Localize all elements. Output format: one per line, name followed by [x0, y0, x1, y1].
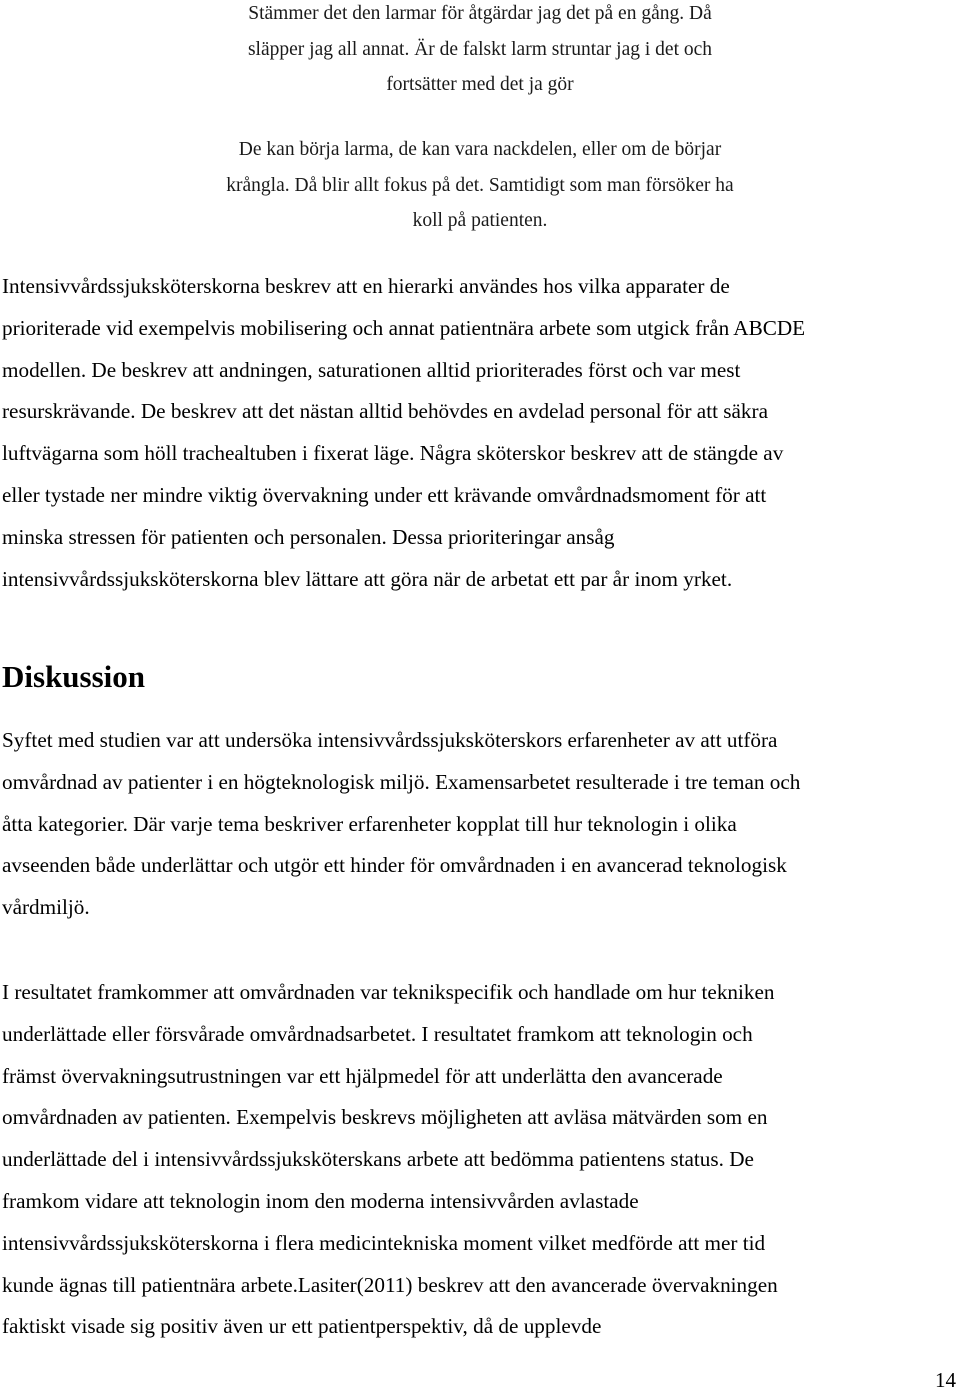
- paragraph-line: resurskrävande. De beskrev att det nästan alltid behövdes en avdelad personal för att säkra: [2, 399, 768, 424]
- quote-line: släpper jag all annat. Är de falskt larm struntar jag i det och: [247, 38, 713, 60]
- paragraph-line: avseenden både underlättar och utgör ett hinder för omvårdnaden i en avancerad teknologisk: [2, 853, 787, 878]
- quote-line: koll på patienten.: [412, 210, 548, 232]
- paragraph-line: framkom vidare att teknologin inom den moderna intensivvården avlastade: [2, 1188, 639, 1213]
- paragraph-line: åtta kategorier. Där varje tema beskriver erfarenheter kopplat till hur teknologin i olika: [2, 811, 737, 836]
- paragraph-line: omvårdnad av patienter i en högteknologisk miljö. Examensarbetet resulterade i tre teman och: [2, 769, 801, 794]
- paragraph-line: prioriterade vid exempelvis mobilisering och annat patientnära arbete som utgick från ABCDE: [2, 315, 806, 340]
- interview-quote-2: [150, 132, 810, 239]
- paragraph-line: intensivvårdssjuksköterskorna blev lättare att göra när de arbetat ett par år inom yrket.: [2, 566, 733, 591]
- paragraph-line: intensivvårdssjuksköterskorna i flera medicintekniska moment vilket medförde att mer tid: [2, 1230, 766, 1255]
- paragraph-line: I resultatet framkommer att omvårdnaden var teknikspecifik och handlade om hur tekniken: [2, 980, 775, 1004]
- results-paragraph: [2, 266, 954, 600]
- paragraph-line: främst övervakningsutrustningen var ett hjälpmedel för att underlätta den avancerade: [2, 1063, 723, 1088]
- paragraph-line: luftvägarna som höll trachealtuben i fixerat läge. Några sköterskor beskrev att de stängde av: [2, 441, 784, 466]
- quote-line: De kan börja larma, de kan vara nackdelen, eller om de börjar: [238, 139, 722, 160]
- interview-quote-1: [150, 0, 810, 103]
- page-number: 14: [935, 1368, 956, 1392]
- paragraph-line: omvårdnaden av patienten. Exempelvis beskrevs möjligheten att avläsa mätvärden som en: [2, 1105, 768, 1130]
- paragraph-line: modellen. De beskrev att andningen, saturationen alltid prioriterades först och var mest: [2, 357, 741, 382]
- discussion-paragraph-2: [2, 972, 954, 1348]
- paragraph-line: eller tystade ner mindre viktig övervakning under ett krävande omvårdnadsmoment för att: [2, 482, 767, 507]
- discussion-paragraph-1: [2, 720, 954, 929]
- paragraph-line: Syftet med studien var att undersöka intensivvårdssjuksköterskors erfarenheter av att utföra: [2, 728, 778, 752]
- section-heading: Diskussion: [2, 659, 146, 694]
- quote-line: krångla. Då blir allt fokus på det. Samtidigt som man försöker ha: [226, 174, 734, 196]
- paragraph-line: underlättade eller försvårade omvårdnadsarbetet. I resultatet framkom att teknologin och: [2, 1021, 753, 1046]
- paragraph-line: minska stressen för patienten och personalen. Dessa prioriteringar ansåg: [2, 524, 615, 549]
- paragraph-line: kunde ägnas till patientnära arbete.Lasiter(2011) beskrev att den avancerade övervakningen: [2, 1272, 778, 1297]
- quote-line: fortsätter med det ja gör: [386, 74, 574, 96]
- paragraph-line: faktiskt visade sig positiv även ur ett patientperspektiv, då de upplevde: [2, 1314, 602, 1339]
- paragraph-line: vårdmiljö.: [2, 895, 90, 920]
- quote-line: Stämmer det den larmar för åtgärdar jag det på en gång. Då: [248, 3, 712, 24]
- paragraph-line: Intensivvårdssjuksköterskorna beskrev att en hierarki användes hos vilka apparater de: [2, 274, 730, 298]
- paragraph-line: underlättade del i intensivvårdssjuksköterskans arbete att bedömma patientens status. De: [2, 1147, 754, 1172]
